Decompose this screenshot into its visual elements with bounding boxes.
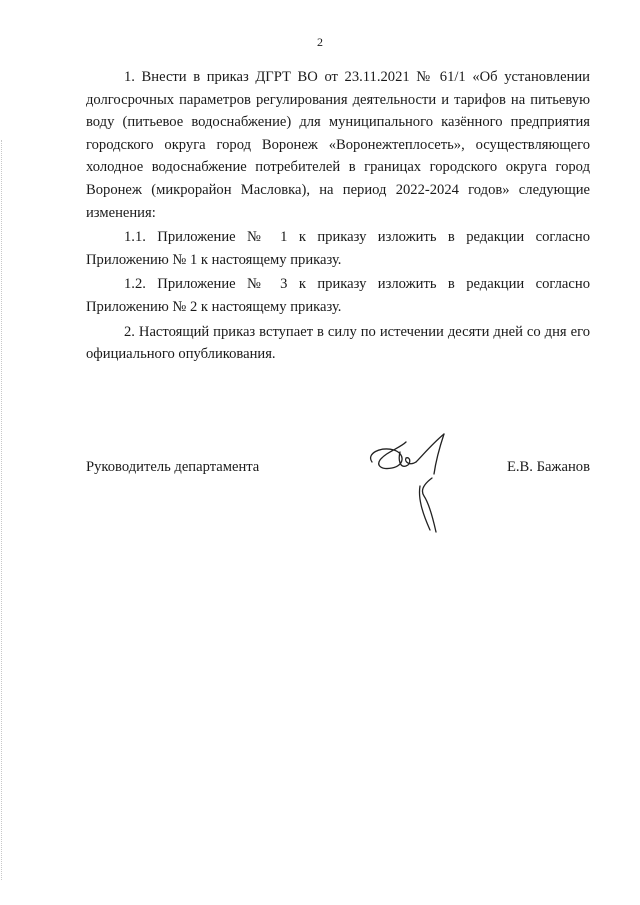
signature-block <box>86 456 590 478</box>
document-body <box>86 66 590 366</box>
signatory-position: Руководитель департамента <box>86 459 260 475</box>
page-number: 2 <box>317 35 323 49</box>
paragraph-1-1: 1.1. Приложение № 1 к приказу изложить в редакции согласно Приложению № 1 к настоящему приказу. <box>86 229 590 268</box>
paragraph-2: 2. Настоящий приказ вступает в силу по истечении десяти дней со дня его официального опубликования. <box>86 323 590 363</box>
paragraph-1: 1. Внести в приказ ДГРТ ВО от 23.11.2021 № 61/1 «Об установлении долгосрочных параметров регулирования деятельности и тарифов на питьевую воду (питьевое водоснабжение) для муниципального казённого предприятия городского округа город Воронеж «Воронежтеплосеть», осуществляющего холодное водоснабжение потребителей в границах городского округа город Воронеж (микрорайон Масловка), на период 2022-2024 годов» следующие изменения: <box>86 69 590 221</box>
handwritten-signature-icon <box>360 426 480 546</box>
scan-edge-line <box>1 140 3 880</box>
paragraph-1-2: 1.2. Приложение № 3 к приказу изложить в редакции согласно Приложению № 2 к настоящему приказу. <box>86 276 590 315</box>
signatory-name: Е.В. Бажанов <box>506 459 590 475</box>
